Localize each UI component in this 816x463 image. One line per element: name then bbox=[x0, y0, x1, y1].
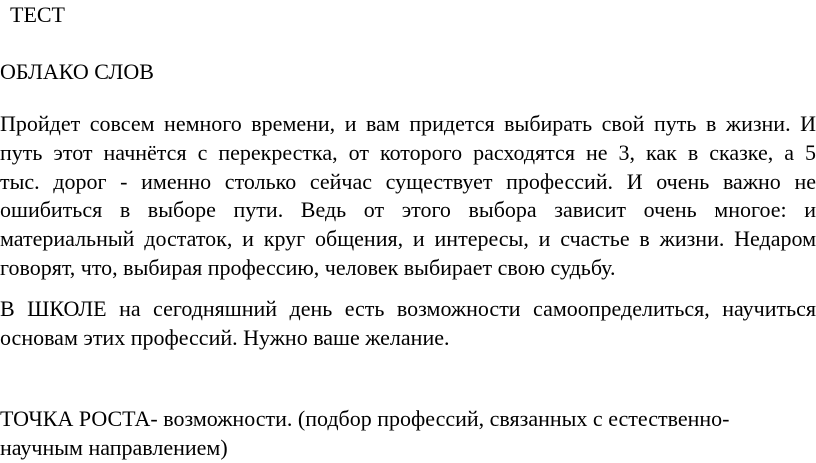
paragraph-line: основам этих профессий. Нужно ваше желание. bbox=[0, 324, 450, 350]
paragraph-line: научным направлением) bbox=[0, 434, 228, 460]
paragraph-line: Пройдет совсем немного времени, и вам придется выбирать свой путь в жизни. И bbox=[0, 111, 816, 136]
paragraph-school-opportunities bbox=[0, 295, 816, 353]
paragraph-line: В ШКОЛЕ на сегодняшний день есть возможности самоопределиться, научиться bbox=[0, 296, 816, 321]
paragraph-line: говорят, что, выбирая профессию, человек выбирает свою судьбу. bbox=[0, 254, 616, 280]
heading-word-cloud: ОБЛАКО СЛОВ bbox=[0, 59, 154, 84]
paragraph-line: ТОЧКА РОСТА- возможности. (подбор профессий, связанных с естественно- bbox=[0, 406, 730, 431]
paragraph-career-choice bbox=[0, 110, 816, 283]
paragraph-line: материальный достаток, и круг общения, и интересы, и счастье в жизни. Недаром bbox=[0, 226, 816, 252]
paragraph-growth-point bbox=[0, 405, 816, 463]
heading-test: ТЕСТ bbox=[10, 2, 65, 27]
paragraph-line: путь этот начнётся с перекрестка, от которого расходятся не 3, как в сказке, а 5 bbox=[0, 139, 816, 165]
paragraph-line: тыс. дорог - именно столько сейчас существует профессий. И очень важно не bbox=[0, 168, 816, 194]
paragraph-line: ошибиться в выборе пути. Ведь от этого выбора зависит очень многое: и bbox=[0, 197, 816, 223]
